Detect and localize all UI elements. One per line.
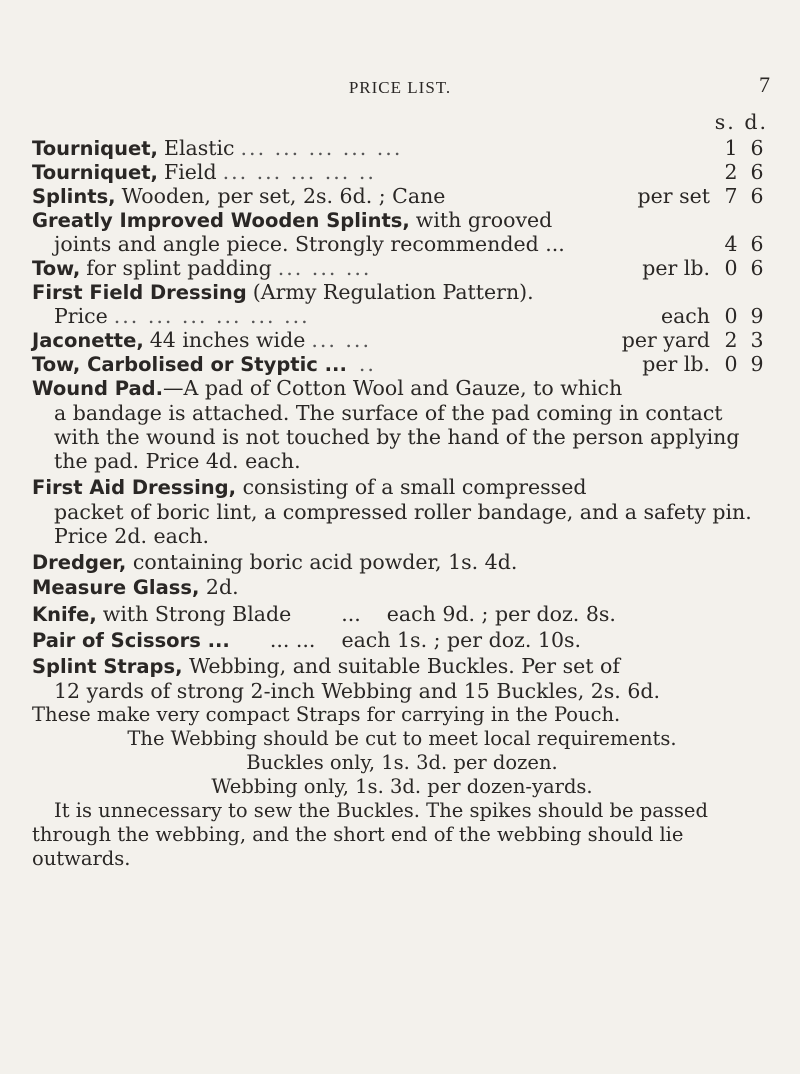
item-name: Jaconette, — [32, 329, 144, 352]
item-desc: with Strong Blade — [102, 602, 292, 626]
leader-dots: ... — [341, 602, 361, 626]
item-unit: each — [660, 304, 710, 328]
item-name: Greatly Improved Wooden Splints, — [32, 209, 410, 232]
price-shillings: 4 — [724, 232, 738, 256]
item-price: each 1s. ; per doz. 10s. — [341, 628, 582, 652]
col-pence: d. — [744, 110, 768, 134]
note-sew: It is unnecessary to sew the Buckles. The spikes should be passed through the webbing, and the short end of the webbing should lie outwards. — [32, 799, 708, 870]
leader-dots: .. — [358, 352, 376, 376]
item-name: Tourniquet, — [32, 161, 158, 184]
first-field-line1 — [32, 280, 772, 304]
leader-dots: ... ... ... ... ... ... — [113, 304, 310, 328]
price-shillings: 0 — [724, 304, 738, 328]
price-pence: 6 — [750, 136, 764, 160]
item-desc: packet of boric lint, a compressed roller bandage, and a safety pin. Price 2d. each. — [54, 500, 752, 548]
item-name: Measure Glass, — [32, 576, 200, 599]
price-shillings: 0 — [724, 352, 738, 376]
price-pence: 9 — [750, 352, 764, 376]
item-unit: per set — [637, 184, 710, 208]
item-name: Splints, — [32, 185, 116, 208]
item-desc: for splint padding — [86, 256, 272, 280]
price-pence: 6 — [750, 160, 764, 184]
leader-dots: ... ... ... ... .. — [222, 160, 376, 184]
note-buckles: Buckles only, 1s. 3d. per dozen. — [246, 751, 558, 774]
price-pence: 6 — [750, 232, 764, 256]
leader-dots: ... ... — [311, 328, 371, 352]
item-desc: Wooden, per set, 2s. 6d. ; Cane — [121, 184, 446, 208]
first-field-line2 — [32, 304, 772, 328]
dredger-entry: Dredger, containing boric acid powder, 1s. 4d. — [32, 550, 518, 574]
item-unit: per yard — [621, 328, 710, 352]
note-compact: These make very compact Straps for carrying in the Pouch. — [32, 703, 621, 726]
item-name: First Aid Dressing, — [32, 476, 237, 499]
item-desc: 12 yards of strong 2-inch Webbing and 15 Buckles, 2s. 6d. — [54, 679, 661, 703]
item-desc: Elastic — [163, 136, 235, 160]
item-name: Tourniquet, — [32, 137, 158, 160]
page-number: 7 — [759, 72, 770, 97]
col-shillings: s. — [714, 110, 736, 134]
item-name: Splint Straps, — [32, 655, 183, 678]
item-unit: per lb. — [642, 256, 710, 280]
scissors-entry — [32, 628, 772, 652]
item-desc: with grooved — [415, 208, 553, 232]
item-desc: joints and angle piece. Strongly recommended ... — [54, 232, 565, 256]
splint-straps-entry: Splint Straps, Webbing, and suitable Buckles. Per set of 12 yards of strong 2-inch Webbing and 15 Buckles, 2s. 6d. — [32, 654, 772, 703]
item-name: Pair of Scissors ... — [32, 629, 230, 652]
measure-glass-entry: Measure Glass, 2d. — [32, 575, 239, 599]
item-desc: (Army Regulation Pattern). — [252, 280, 534, 304]
price-pence: 9 — [750, 304, 764, 328]
price-shillings: 2 — [724, 328, 738, 352]
improved-splints-line2 — [32, 232, 772, 256]
item-unit: per lb. — [642, 352, 710, 376]
item-name: Tow, Carbolised or Styptic ... — [32, 353, 347, 376]
item-desc: Field — [163, 160, 217, 184]
price-list-content — [32, 110, 772, 871]
first-aid-entry: First Aid Dressing, consisting of a small compressed packet of boric lint, a compressed roller bandage, and a safety pin. Price 2d. each. — [32, 475, 772, 548]
price-shillings: 2 — [724, 160, 738, 184]
item-name: Dredger, — [32, 551, 127, 574]
page-header: PRICE LIST. — [348, 78, 452, 97]
note-webbing-cut: The Webbing should be cut to meet local requirements. — [127, 727, 677, 750]
price-row — [32, 352, 772, 376]
leader-dots: ... ... ... ... ... — [240, 136, 403, 160]
item-desc: Price — [54, 304, 108, 328]
price-row — [32, 136, 772, 160]
item-price: each 9d. ; per doz. 8s. — [386, 602, 616, 626]
price-pence: 3 — [750, 328, 764, 352]
item-name: Tow, — [32, 257, 81, 280]
leader-dots: ... ... ... — [277, 256, 372, 280]
price-row — [32, 160, 772, 184]
price-shillings: 0 — [724, 256, 738, 280]
note-webbing-only: Webbing only, 1s. 3d. per dozen-yards. — [211, 775, 593, 798]
knife-entry — [32, 602, 772, 626]
improved-splints-line1 — [32, 208, 772, 232]
item-name: Wound Pad. — [32, 377, 164, 400]
column-headings — [32, 110, 772, 136]
item-desc: a bandage is attached. The surface of the pad coming in contact with the wound is not touched by the hand of the person applying the pad. Price 4d. each. — [54, 401, 740, 473]
wound-pad-entry: Wound Pad.—A pad of Cotton Wool and Gauze, to which a bandage is attached. The surface of the pad coming in contact with the wound is not touched by the hand of the person applying the pad. Price 4d. each. — [32, 376, 772, 473]
price-row — [32, 328, 772, 352]
price-pence: 6 — [750, 184, 764, 208]
price-row — [32, 184, 772, 208]
item-desc: 44 inches wide — [149, 328, 306, 352]
price-shillings: 7 — [724, 184, 738, 208]
item-name: Knife, — [32, 603, 97, 626]
price-pence: 6 — [750, 256, 764, 280]
leader-dots: ... ... — [269, 628, 316, 652]
price-shillings: 1 — [724, 136, 738, 160]
item-name: First Field Dressing — [32, 281, 247, 304]
price-row — [32, 256, 772, 280]
